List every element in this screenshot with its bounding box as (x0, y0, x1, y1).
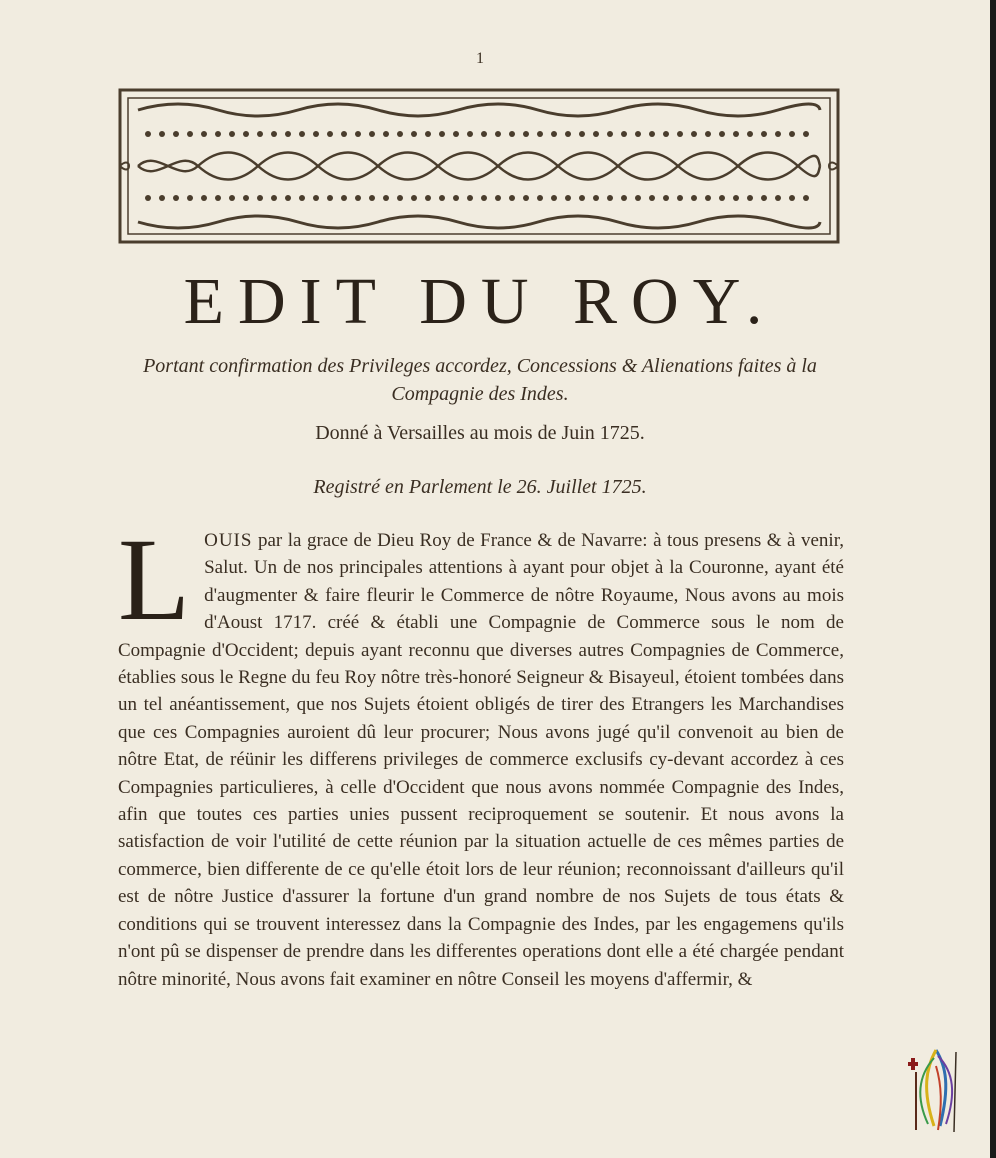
ornamental-headpiece-icon (118, 88, 840, 244)
document-title: EDIT DU ROY. (183, 265, 777, 338)
feather-quill-stamp-icon (906, 1046, 964, 1136)
page-number: 1 (476, 50, 484, 67)
registered-line: Registré en Parlement le 26. Juillet 1725. (313, 476, 647, 498)
drop-cap: L (118, 514, 191, 645)
given-at-line: Donné à Versailles au mois de Juin 1725. (315, 422, 645, 444)
body-paragraph: par la grace de Dieu Roy de France & de Navarre: à tous presens & à venir, Salut. Un de nos principales attentions à ayant pour objet à la Couronne, ayant été d'augmenter & faire fleurir le Commerce de nôtre Royaume, Nous avons au mois d'Aoust 1717. créé & établi une Compagnie de Commerce sous le nom de Compagnie d'Occident; depuis ayant reconnu que diverses autres Compagnies de Commerce, établies sous le Regne du feu Roy nôtre très-honoré Seigneur & Bisayeul, étoient tombées dans un tel anéantissement, que nos Sujets étoient obligés de tirer des Etrangers les Marchandises que ces Compagnies auroient dû leur procurer; Nous avons jugé qu'il convenoit au bien de nôtre Etat, de réünir les differens privileges de commerce exclusifs cy-devant accordez à ces Compagnies particulieres, à celle d'Occident que nous avons nommée Compagnie des Indes, afin que toutes ces parties unies pussent reciproquement se soutenir. Et nous avons la satisfaction de voir l'utilité de cette réunion par la situation actuelle de ces mêmes parties de commerce, bien differente de ce qu'elle étoit lors de leur réunion; reconnoissant d'ailleurs qu'il est de nôtre Justice d'assurer la fortune d'un grand nombre de nos Sujets de tous états & conditions qui se trouvent interessez dans la Compagnie des Indes, par les engagemens qu'ils n'ont pû se dispenser de prendre dans les differentes operations dont elle a été chargée pendant nôtre minorité, Nous avons fait examiner en nôtre Conseil les moyens d'affermir, & (118, 530, 845, 990)
lead-word: OUIS (204, 530, 253, 551)
edict-body-text (118, 514, 845, 993)
document-subtitle: Portant confirmation des Privileges accordez, Concessions & Alienations faites à la Compagnie des Indes. (143, 355, 817, 405)
scan-edge (990, 0, 996, 1158)
